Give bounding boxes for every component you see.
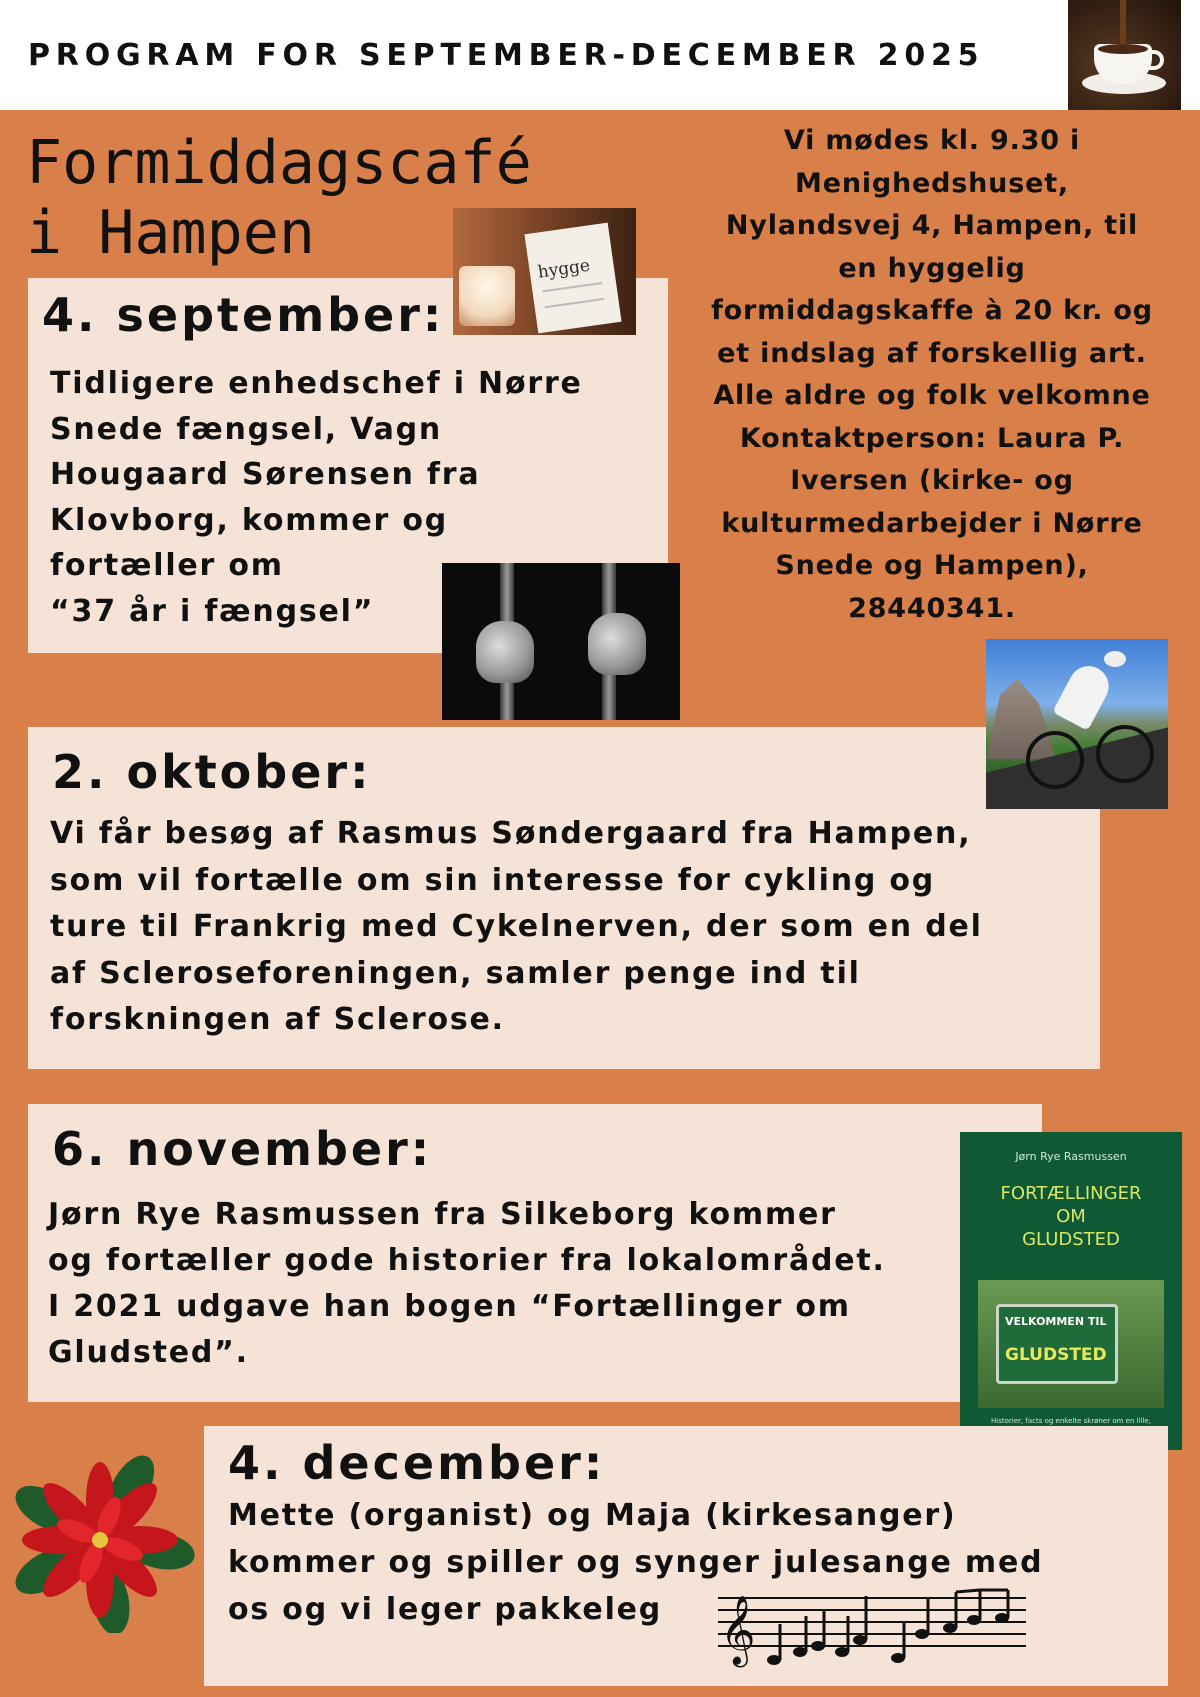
music-notes-icon	[718, 1588, 1026, 1668]
event-line: Hougaard Sørensen fra	[50, 457, 481, 492]
book-cover-image	[960, 1132, 1182, 1450]
book-title-line: GLUDSTED	[1022, 1229, 1120, 1250]
header-bar	[0, 0, 1200, 110]
cafe-title-line1: Formiddagscafé	[26, 128, 532, 198]
info-line: en hyggelig	[838, 252, 1026, 284]
info-line: Iversen (kirke- og	[790, 465, 1074, 496]
event-line: af Scleroseforeningen, samler penge ind til	[50, 955, 861, 991]
event-line: Gludsted”.	[48, 1335, 249, 1370]
town-sign-welcome: VELKOMMEN TIL	[1005, 1315, 1107, 1328]
book-sign-photo	[978, 1280, 1164, 1408]
book-title-line: OM	[1056, 1206, 1086, 1227]
event-line: fortæller om	[50, 548, 284, 583]
book-title	[960, 1182, 1182, 1251]
event-line: Klovborg, kommer og	[50, 502, 449, 538]
program-title: PROGRAM FOR SEPTEMBER-DECEMBER 2025	[28, 38, 985, 73]
info-line: Menighedshuset,	[795, 167, 1069, 199]
event-card-october	[28, 727, 1100, 1069]
cyclist-image	[986, 639, 1168, 809]
event-line: Vi får besøg af Rasmus Søndergaard fra Hampen,	[50, 816, 972, 851]
info-line: Snede og Hampen),	[775, 550, 1089, 581]
event-line: og fortæller gode historier fra lokalområdet.	[48, 1243, 886, 1278]
info-line: Alle aldre og folk velkomne	[713, 380, 1151, 411]
town-sign-name: GLUDSTED	[1005, 1345, 1107, 1365]
event-line: Jørn Rye Rasmussen fra Silkeborg kommer	[48, 1197, 837, 1232]
info-line: Vi mødes kl. 9.30 i	[783, 125, 1081, 156]
coffee-cup-image	[1068, 0, 1181, 110]
book-author: Jørn Rye Rasmussen	[1015, 1150, 1127, 1163]
event-date: 2. oktober:	[52, 745, 372, 799]
event-line: Mette (organist) og Maja (kirkesanger)	[228, 1498, 957, 1533]
prison-bars-image	[442, 563, 680, 720]
event-date: 4. september:	[42, 288, 445, 342]
hygge-candle-image	[453, 208, 636, 335]
event-line: I 2021 udgave han bogen “Fortællinger om	[48, 1289, 851, 1324]
info-line: 28440341.	[848, 592, 1016, 624]
event-description	[50, 811, 983, 1044]
info-line: kulturmedarbejder i Nørre	[721, 507, 1143, 539]
event-line: som vil fortælle om sin interesse for cykling og	[50, 862, 936, 898]
poinsettia-icon	[0, 1448, 200, 1633]
event-card-november	[28, 1104, 1042, 1402]
info-line: Nylandsvej 4, Hampen, til	[725, 210, 1139, 241]
event-date: 6. november:	[52, 1122, 433, 1176]
event-description	[48, 1192, 886, 1376]
book-footer-text: Historier, facts og enkelte skrøner om en lille,	[991, 1417, 1151, 1425]
event-line: Snede fængsel, Vagn	[50, 411, 443, 447]
event-line: “37 år i fængsel”	[50, 593, 375, 629]
event-date: 4. december:	[228, 1436, 606, 1490]
hygge-sign-text: hygge	[536, 255, 592, 283]
cafe-title-line2: i Hampen	[26, 198, 315, 268]
event-line: kommer og spiller og synger julesange med	[228, 1545, 1044, 1580]
info-line: formiddagskaffe à 20 kr. og	[711, 295, 1153, 326]
event-line: ture til Frankrig med Cykelnerven, der som en del	[50, 909, 983, 944]
meeting-info	[672, 120, 1192, 630]
svg-text:𝄞: 𝄞	[720, 1595, 756, 1665]
event-line: Tidligere enhedschef i Nørre	[50, 366, 583, 401]
event-line: forskningen af Sclerose.	[50, 1002, 505, 1037]
info-line: Kontaktperson: Laura P.	[739, 422, 1125, 454]
event-line: os og vi leger pakkeleg	[228, 1592, 663, 1627]
book-title-line: FORTÆLLINGER	[1000, 1183, 1142, 1204]
info-line: et indslag af forskellig art.	[717, 337, 1147, 369]
town-sign	[996, 1304, 1118, 1384]
